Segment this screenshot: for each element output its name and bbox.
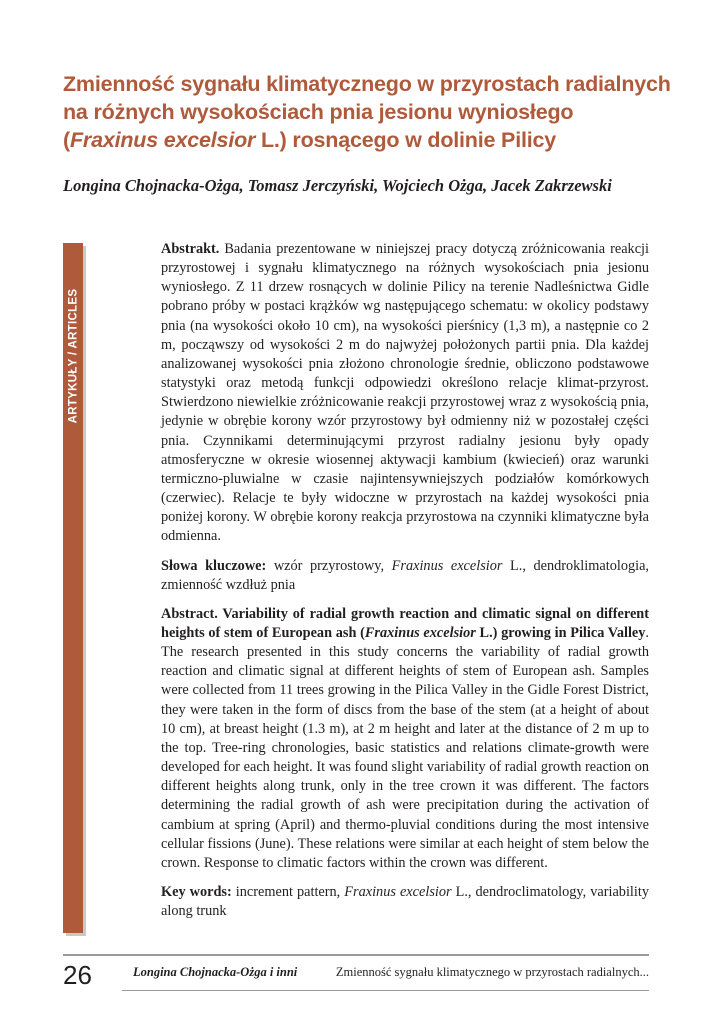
title-paren: ( [63, 128, 70, 152]
keywords-english-species: Fraxinus excelsior [344, 884, 452, 900]
page-number: 26 [63, 960, 92, 990]
title-line-3 [63, 126, 673, 154]
footer-rule-bottom [122, 990, 649, 991]
section-side-label [63, 243, 83, 468]
footer-rule-top [63, 954, 649, 956]
abstract-polish-text: Badania prezentowane w niniejszej pracy dotyczą zróżnicowania reakcji przyrostowej i sygnału klimatycznego na różnych wysokościach pnia jesionu wyniosłego. Z 11 drzew rosnących w dolinie Pilicy na terenie Nadleśnictwa Gidle pobrano próby w postaci krążków wg następującego schematu: w okolicy podstawy pnia (na wysokości około 10 cm), na wysokości pierśnicy (1,3 m), a następnie co 2 m, począwszy od wysokości 2 m do najwyżej położonych partii pnia. Dla każdej analizowanej wysokości pnia złożono chronologie średnie, obliczono podstawowe statystyki oraz metodą funkcji odpowiedzi określono relacje klimat-przyrost. Stwierdzono niewielkie zróżnicowanie reakcji przyrostowej wraz z wysokością pnia, jedynie w obrębie korony wzór przyrostowy był odmienny niż w pozostałej części pnia. Czynnikami determinującymi przyrost radialny jesionu były opady atmosferyczne w okresie wiosennej aktywacji kambium (kwiecień) oraz warunki termiczno-pluwialne w czasie najintensywniejszych podziałów komórkowych (czerwiec). Relacje te były widoczne w przyrostach na każdej wysokości pnia poniżej korony. W obrębie korony reakcja przyrostowa na czynniki klimatyczne była odmienna. [161, 241, 649, 545]
abstract-english-heading-species: Fraxinus excelsior [364, 624, 476, 641]
keywords-english [161, 883, 649, 921]
abstract-polish-label: Abstrakt. [161, 241, 220, 257]
author-list: Longina Chojnacka-Ożga, Tomasz Jerczyński, Wojciech Ożga, Jacek Zakrzewski [63, 176, 612, 195]
article-title [63, 70, 673, 154]
section-label-text: ARTYKUŁY / ARTICLES [67, 288, 80, 423]
title-species: Fraxinus excelsior [69, 128, 256, 152]
abstract-english-heading-part1: Abstract. Variability of radial growth reaction and climatic signal on different heights of stem of European ash ( [161, 605, 649, 641]
running-title: Zmienność sygnału klimatycznego w przyrostach radialnych... [335, 965, 649, 979]
abstract-english-text: . The research presented in this study concerns the variability of radial growth reaction and climatic signal at different heights of stem of European ash. Samples were collected from 11 trees growing in the Pilica Valley in the Gidle Forest District, they were taken in the form of discs from the base of the stem (at a height of about 10 cm), at breast height (1.3 m), at 2 m height and later at the distance of 2 m up to the top. Tree-ring chronologies, basic statistics and relations climate-growth were developed for each height. It was found slight variability of radial growth reaction on different heights along trunk, only in the tree crown it was different. The factors determining the radial growth of ash were precipitation during the activation of cambium at spring (April) and thermo-pluvial conditions during the most intensive cellular fissions (June). These relations were similar at each height of stem below the crown. Response to climatic factors within the crown was different. [161, 624, 649, 871]
keywords-english-before: increment pattern, [231, 884, 345, 900]
keywords-polish-species: Fraxinus excelsior [391, 557, 503, 574]
title-rest: L.) rosnącego w dolinie Pilicy [255, 128, 557, 152]
abstract-english-heading-part2: L.) growing in Pilica Valley [475, 624, 646, 641]
keywords-polish-before: wzór przyrostowy, [266, 557, 392, 574]
abstract-english [161, 605, 649, 873]
keywords-english-after: L., dendroclimatology, variability along trunk [161, 884, 649, 920]
title-line-2: na różnych wysokościach pnia jesionu wyniosłego [63, 100, 574, 124]
keywords-polish-after: L., dendroklimatologia, zmienność wzdłuż pnia [161, 557, 650, 593]
keywords-polish-label: Słowa kluczowe: [161, 557, 267, 574]
keywords-polish [161, 557, 649, 595]
abstract-polish [161, 240, 649, 547]
abstract-column [161, 240, 649, 931]
keywords-english-label: Key words: [161, 884, 232, 900]
running-author: Longina Chojnacka-Ożga i inni [133, 965, 298, 979]
title-line-1: Zmienność sygnału klimatycznego w przyrostach radialnych [63, 72, 671, 96]
abstract-english-heading [161, 606, 649, 641]
